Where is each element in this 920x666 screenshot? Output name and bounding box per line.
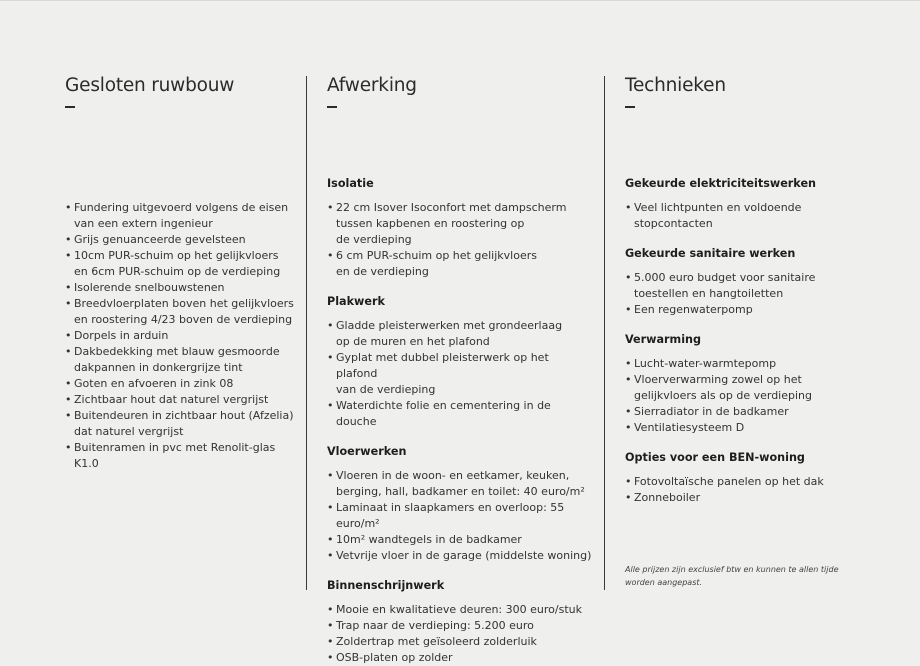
spec-item-line: Gladde pleisterwerken met grondeerlaag	[336, 319, 563, 332]
spec-item-line: Laminaat in slaapkamers en overloop: 55 euro/m²	[336, 501, 565, 530]
title-underline	[65, 106, 75, 108]
spec-item	[625, 420, 860, 436]
spec-item-line: Trap naar de verdieping: 5.200 euro	[336, 619, 534, 632]
spec-item-line: dakpannen in donkergrijze tint	[74, 361, 243, 374]
spec-item-line: Dakbedekking met blauw gesmoorde	[74, 345, 280, 358]
column-gesloten-ruwbouw	[65, 74, 295, 472]
spec-item	[327, 500, 592, 532]
spec-section	[625, 332, 860, 436]
bullet-icon: •	[327, 469, 334, 482]
spec-item	[327, 548, 592, 564]
spec-item-line: Waterdichte folie en cementering in de douche	[336, 399, 551, 428]
bullet-icon: •	[625, 405, 632, 418]
spec-section	[625, 246, 860, 318]
spec-item-line: Ventilatiesysteem D	[634, 421, 745, 434]
spec-section	[65, 200, 295, 472]
section-heading: Plakwerk	[327, 295, 385, 308]
column-divider	[604, 76, 605, 590]
bullet-icon: •	[65, 393, 72, 406]
spec-item-line: tussen kapbenen en roostering op	[336, 217, 525, 230]
spec-item-line: de verdieping	[336, 233, 412, 246]
spec-item	[625, 474, 860, 490]
spec-item-line: van de verdieping	[336, 383, 436, 396]
spec-item-line: Isolerende snelbouwstenen	[74, 281, 225, 294]
spec-item-line: Zichtbaar hout dat naturel vergrijst	[74, 393, 269, 406]
spec-item	[327, 634, 592, 650]
spec-item-line: Een regenwaterpomp	[634, 303, 753, 316]
spec-item-line: Goten en afvoeren in zink 08	[74, 377, 234, 390]
spec-item-line: dat naturel vergrijst	[74, 425, 184, 438]
spec-item	[327, 532, 592, 548]
spec-item	[65, 296, 295, 328]
spec-item	[625, 372, 860, 404]
spec-item	[327, 398, 592, 430]
section-heading: Gekeurde sanitaire werken	[625, 247, 796, 260]
spec-item-line: Vetvrije vloer in de garage (middelste woning)	[336, 549, 592, 562]
spec-item	[65, 328, 295, 344]
bullet-icon: •	[625, 491, 632, 504]
column-title: Gesloten ruwbouw	[65, 75, 235, 96]
spec-item-line: 6 cm PUR-schuim op het gelijkvloers	[336, 249, 537, 262]
bullet-icon: •	[65, 345, 72, 358]
spec-item-line: Fotovoltaïsche panelen op het dak	[634, 475, 824, 488]
spec-item-line: en de verdieping	[336, 265, 429, 278]
spec-item	[65, 280, 295, 296]
spec-item-line: 10m² wandtegels in de badkamer	[336, 533, 522, 546]
spec-item	[327, 468, 592, 500]
bullet-icon: •	[327, 351, 334, 364]
spec-item-line: OSB-platen op zolder	[336, 651, 453, 664]
spec-item-line: op de muren en het plafond	[336, 335, 490, 348]
title-underline	[327, 106, 337, 108]
spec-item-line: Dorpels in arduin	[74, 329, 169, 342]
spec-item-line: Lucht-water-warmtepomp	[634, 357, 777, 370]
spec-item-line: Sierradiator in de badkamer	[634, 405, 789, 418]
section-heading: Gekeurde elektriciteitswerken	[625, 177, 816, 190]
top-border	[0, 0, 920, 1]
spec-section	[327, 578, 592, 666]
bullet-icon: •	[327, 319, 334, 332]
bullet-icon: •	[65, 201, 72, 214]
spec-item-line: Buitenramen in pvc met Renolit-glas K1.0	[74, 441, 276, 470]
spec-list	[327, 200, 592, 280]
spec-list	[65, 200, 295, 472]
spec-item	[625, 404, 860, 420]
bullet-icon: •	[327, 651, 334, 664]
spec-item	[327, 318, 592, 350]
section-heading: Opties voor een BEN-woning	[625, 451, 805, 464]
spec-item	[65, 200, 295, 232]
spec-item-line: 5.000 euro budget voor sanitaire	[634, 271, 816, 284]
spec-item-line: Zoldertrap met geïsoleerd zolderluik	[336, 635, 537, 648]
spec-item-line: en 6cm PUR-schuim op de verdieping	[74, 265, 281, 278]
section-heading: Isolatie	[327, 177, 374, 190]
spec-section	[327, 444, 592, 564]
bullet-icon: •	[65, 233, 72, 246]
spec-item-line: berging, hall, badkamer en toilet: 40 euro/m²	[336, 485, 585, 498]
spec-list	[327, 602, 592, 666]
spec-item	[65, 232, 295, 248]
spec-item-line: Veel lichtpunten en voldoende	[634, 201, 802, 214]
spec-item	[327, 602, 592, 618]
bullet-icon: •	[65, 249, 72, 262]
spec-item	[625, 490, 860, 506]
bullet-icon: •	[625, 475, 632, 488]
bullet-icon: •	[327, 399, 334, 412]
spec-item	[625, 356, 860, 372]
spec-item	[625, 302, 860, 318]
bullet-icon: •	[327, 501, 334, 514]
spec-item-line: stopcontacten	[634, 217, 713, 230]
bullet-icon: •	[327, 619, 334, 632]
spec-item	[65, 248, 295, 280]
spec-item	[327, 200, 592, 248]
spec-item	[327, 650, 592, 666]
spec-item	[65, 440, 295, 472]
section-heading: Binnenschrijnwerk	[327, 579, 445, 592]
spec-list	[625, 474, 860, 506]
spec-list	[625, 200, 860, 232]
spec-item	[327, 248, 592, 280]
spec-item	[65, 408, 295, 440]
bullet-icon: •	[327, 249, 334, 262]
column-technieken	[625, 74, 860, 506]
bullet-icon: •	[327, 603, 334, 616]
spec-list	[625, 270, 860, 318]
spec-item-line: gelijkvloers als op de verdieping	[634, 389, 812, 402]
bullet-icon: •	[625, 303, 632, 316]
price-footnote	[625, 563, 855, 589]
spec-item-line: Vloeren in de woon- en eetkamer, keuken,	[336, 469, 570, 482]
bullet-icon: •	[625, 357, 632, 370]
bullet-icon: •	[327, 533, 334, 546]
spec-item-line: Grijs genuanceerde gevelsteen	[74, 233, 246, 246]
spec-item-line: van een extern ingenieur	[74, 217, 213, 230]
spec-item-line: Mooie en kwalitatieve deuren: 300 euro/stuk	[336, 603, 582, 616]
spec-section	[327, 176, 592, 280]
spec-item-line: en roostering 4/23 boven de verdieping	[74, 313, 293, 326]
bullet-icon: •	[327, 201, 334, 214]
section-heading: Vloerwerken	[327, 445, 407, 458]
column-divider	[306, 76, 307, 590]
title-underline	[625, 106, 635, 108]
bullet-icon: •	[65, 329, 72, 342]
spec-item-line: toestellen en hangtoiletten	[634, 287, 784, 300]
bullet-icon: •	[327, 549, 334, 562]
spec-item-line: Breedvloerplaten boven het gelijkvloers	[74, 297, 294, 310]
bullet-icon: •	[65, 377, 72, 390]
spec-item	[327, 618, 592, 634]
bullet-icon: •	[327, 635, 334, 648]
spec-item-line: Zonneboiler	[634, 491, 701, 504]
footnote-line: worden aangepast.	[625, 578, 703, 587]
spec-item-line: Vloerverwarming zowel op het	[634, 373, 802, 386]
spec-item	[625, 200, 860, 232]
spec-list	[327, 468, 592, 564]
column-title: Afwerking	[327, 75, 417, 96]
spec-section	[327, 294, 592, 430]
spec-item-line: Buitendeuren in zichtbaar hout (Afzelia)	[74, 409, 294, 422]
bullet-icon: •	[625, 421, 632, 434]
bullet-icon: •	[65, 409, 72, 422]
bullet-icon: •	[65, 441, 72, 454]
footnote-line: Alle prijzen zijn exclusief btw en kunnen te allen tijde	[625, 565, 839, 574]
spec-item	[65, 344, 295, 376]
spec-item	[65, 376, 295, 392]
spec-item-line: 22 cm Isover Isoconfort met dampscherm	[336, 201, 567, 214]
spec-list	[625, 356, 860, 436]
bullet-icon: •	[65, 281, 72, 294]
spec-item	[327, 350, 592, 398]
spec-item-line: Gyplat met dubbel pleisterwerk op het plafond	[336, 351, 549, 380]
bullet-icon: •	[625, 271, 632, 284]
column-title: Technieken	[625, 75, 726, 96]
spec-item-line: Fundering uitgevoerd volgens de eisen	[74, 201, 289, 214]
spec-item	[625, 270, 860, 302]
section-heading: Verwarming	[625, 333, 702, 346]
spec-section	[625, 450, 860, 506]
bullet-icon: •	[625, 373, 632, 386]
spec-list	[327, 318, 592, 430]
bullet-icon: •	[65, 297, 72, 310]
spec-item	[65, 392, 295, 408]
spec-section	[625, 176, 860, 232]
column-afwerking	[327, 74, 592, 666]
spec-item-line: 10cm PUR-schuim op het gelijkvloers	[74, 249, 279, 262]
bullet-icon: •	[625, 201, 632, 214]
